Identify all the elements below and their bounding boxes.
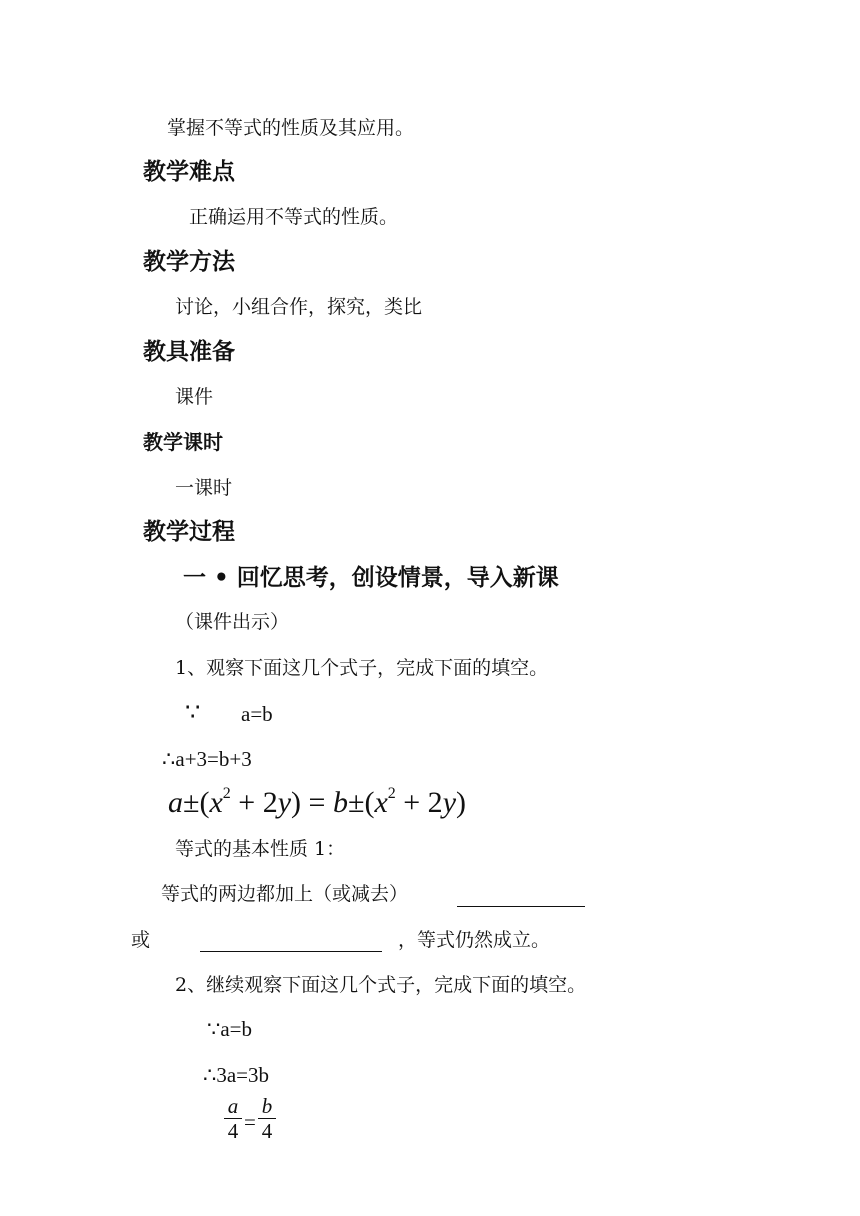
tools-heading: 教具准备 [143, 339, 235, 365]
fraction-equals: = [244, 1110, 256, 1134]
eq-x: x [209, 786, 223, 819]
equation-addition [168, 785, 466, 821]
eq-x-right: x [374, 786, 388, 819]
process-heading: 教学过程 [143, 519, 235, 545]
method-text: 讨论，小组合作，探究，类比 [175, 296, 423, 318]
hours-heading: 教学课时 [143, 430, 223, 454]
fraction-left [224, 1095, 242, 1142]
method-heading: 教学方法 [143, 249, 235, 275]
fraction-right [258, 1095, 276, 1142]
property1-label: 等式的基本性质 1： [175, 838, 346, 860]
difficulty-heading: 教学难点 [143, 159, 235, 185]
eq-close-right: ) [456, 786, 467, 819]
eq-a: a [168, 786, 183, 819]
eq-open: ( [199, 786, 210, 819]
fraction-right-denominator: 4 [261, 1119, 273, 1143]
eq-plus: + 2 [230, 786, 278, 819]
question-2: 2、继续观察下面这几个式子，完成下面的填空。 [175, 974, 587, 996]
or-text: 或 [131, 929, 151, 951]
eq-close: ) [291, 786, 302, 819]
eq-y: y [277, 786, 292, 819]
because-symbol: ∵ [185, 698, 201, 726]
eq-square-right: 2 [387, 785, 396, 802]
difficulty-text: 正确运用不等式的性质。 [189, 206, 399, 228]
q2-result: ∴3a=3b [203, 1063, 270, 1087]
fill-blank-1[interactable] [457, 906, 585, 907]
eq-pm: ± [183, 786, 200, 819]
fraction-left-numerator: a [227, 1094, 239, 1118]
eq-y-right: y [442, 786, 457, 819]
eq-plus-right: + 2 [395, 786, 443, 819]
objective-text: 掌握不等式的性质及其应用。 [167, 117, 415, 139]
courseware-note: （课件出示） [175, 611, 290, 633]
section1-heading: 一 • 回忆思考，创设情景，导入新课 [183, 565, 559, 591]
hours-text: 一课时 [175, 477, 233, 499]
tools-text: 课件 [175, 386, 214, 408]
q1-result: a+3=b+3 [175, 747, 252, 771]
q1-premise: a=b [241, 702, 273, 726]
eq-b: b [332, 786, 348, 819]
property1-text: 等式的两边都加上（或减去） [161, 883, 409, 905]
therefore-symbol: ∴ [162, 747, 176, 771]
q2-premise: ∵a=b [207, 1017, 253, 1041]
question-1: 1、观察下面这几个式子，完成下面的填空。 [175, 657, 549, 679]
fill-blank-2[interactable] [200, 951, 382, 952]
eq-open-right: ( [364, 786, 375, 819]
eq-square: 2 [222, 785, 231, 802]
eq-pm-right: ± [347, 786, 365, 819]
fraction-left-denominator: 4 [227, 1119, 239, 1143]
fraction-right-numerator: b [261, 1094, 273, 1118]
holds-text: ，等式仍然成立。 [398, 929, 551, 951]
q1-result-line [162, 747, 252, 771]
eq-equals: = [301, 786, 333, 819]
